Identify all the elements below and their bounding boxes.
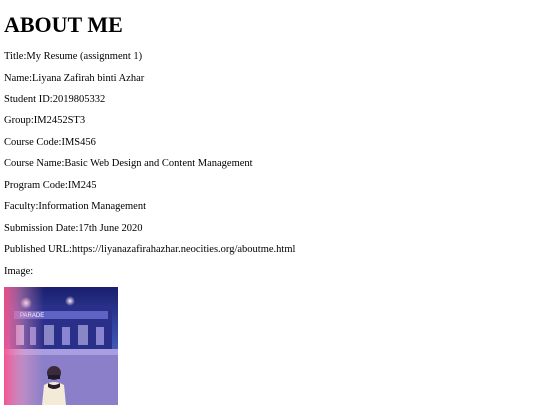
field-name: [4, 72, 144, 85]
field-label: Title:: [4, 51, 27, 62]
field-label: Group:: [4, 115, 34, 126]
field-group: [4, 114, 85, 127]
field-value: Basic Web Design and Content Management: [64, 158, 253, 169]
field-value: 17th June 2020: [78, 223, 143, 234]
field-published-url: [4, 243, 295, 256]
profile-photo: [4, 287, 118, 405]
field-value: Liyana Zafirah binti Azhar: [32, 73, 145, 84]
field-label: Name:: [4, 73, 32, 84]
field-title: [4, 50, 142, 63]
field-label: Published URL:: [4, 244, 72, 255]
field-value: My Resume (assignment 1): [26, 51, 143, 62]
field-course-code: [4, 136, 96, 149]
field-value: IM245: [67, 180, 97, 191]
field-value: IM2452ST3: [33, 115, 86, 126]
field-value: 2019805332: [52, 94, 106, 105]
field-label: Image:: [4, 266, 34, 277]
field-faculty: [4, 200, 146, 213]
field-value: IMS456: [61, 137, 96, 148]
profile-photo-image: [4, 287, 118, 405]
field-label: Student ID:: [4, 94, 53, 105]
field-value: Information Management: [38, 201, 147, 212]
field-course-name: [4, 157, 253, 170]
field-value: https://liyanazafirahazhar.neocities.org/aboutme.html: [71, 244, 296, 255]
field-label: Course Name:: [4, 158, 65, 169]
field-label: Program Code:: [4, 180, 68, 191]
field-submission-date: [4, 222, 143, 235]
field-label: Faculty:: [4, 201, 39, 212]
field-label: Submission Date:: [4, 223, 79, 234]
field-image: [4, 265, 33, 278]
page-title: ABOUT ME: [4, 12, 123, 37]
field-program-code: [4, 179, 96, 192]
field-label: Course Code:: [4, 137, 62, 148]
field-student-id: [4, 93, 105, 106]
